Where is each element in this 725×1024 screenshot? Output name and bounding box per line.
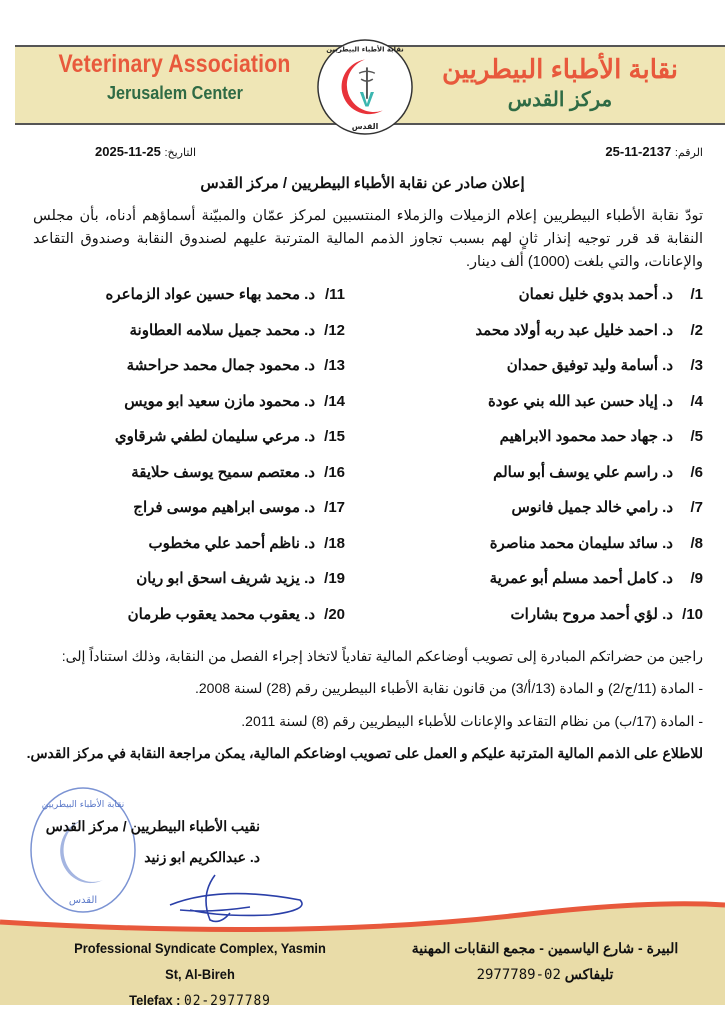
name-list-item	[45, 534, 345, 552]
name-list-item	[45, 605, 345, 623]
list-item-number: 5/	[690, 428, 703, 445]
list-item-name: د. محمود مازن سعيد ابو مويس	[124, 392, 315, 410]
footer-english	[67, 935, 334, 1014]
name-list-item	[45, 356, 345, 374]
name-list-item	[45, 498, 345, 516]
list-item-name: د. كامل أحمد مسلم أبو عمرية	[489, 570, 673, 587]
list-item-name: د. جهاد حمد محمود الابراهيم	[499, 428, 673, 445]
list-item-name: د. محمد جميل سلامه العطاونة	[129, 321, 315, 339]
list-item-number: 12/	[324, 321, 345, 339]
notice-paragraph: للاطلاع على الذمم المالية المترتبة عليكم و العمل على تصويب اوضاعكم المالية، يمكن مراجعة النقابة في مركز القدس.	[26, 745, 703, 761]
phone-ar: 02-2977789	[476, 967, 561, 983]
ref-value: 2137-11-25	[605, 144, 672, 159]
list-item-number: 16/	[324, 463, 345, 481]
list-item-name: د. مرعي سليمان لطفي شرقاوي	[114, 428, 315, 445]
name-list-item	[45, 285, 345, 303]
name-list-item	[45, 427, 345, 445]
ref-label: الرقم:	[674, 147, 703, 159]
article-1: - المادة (11/ج/2) و المادة (13/أ/3) من قانون نقابة الأطباء البيطريين رقم (28) لسنة 2008.	[195, 680, 703, 696]
list-item-name: د. يعقوب محمد يعقوب طرمان	[127, 605, 315, 623]
list-item-number: 2/	[690, 321, 703, 339]
list-item-number: 13/	[324, 357, 345, 374]
name-list-item	[45, 321, 345, 339]
logo-text-top: نقابة الأطباء البيطريين	[326, 45, 404, 54]
stamp-text-top: نقابة الأطباء البيطريين	[41, 800, 125, 810]
address-ar: البيرة - شارع الياسمين - مجمع النقابات المهنية	[411, 940, 679, 956]
signatory-name: د. عبدالكريم ابو زنيد	[144, 849, 260, 865]
list-item-number: 20/	[324, 605, 345, 623]
list-item-name: د. أسامة وليد توفيق حمدان	[506, 357, 673, 374]
list-item-number: 3/	[690, 357, 703, 374]
telefax-label-ar: تليفاكس	[564, 966, 614, 982]
name-list-item	[403, 392, 703, 410]
list-item-number: 7/	[690, 499, 703, 516]
list-item-number: 11/	[324, 286, 345, 303]
header-english	[30, 50, 320, 104]
center-name-ar: مركز القدس	[507, 89, 613, 111]
header-arabic	[410, 54, 710, 112]
logo-letter: V	[359, 86, 375, 112]
association-logo	[316, 38, 414, 136]
list-item-number: 1/	[690, 286, 703, 303]
list-item-number: 6/	[690, 463, 703, 481]
org-name-ar: نقابة الأطباء البيطريين	[441, 54, 679, 84]
name-list-item	[403, 498, 703, 516]
list-item-name: د. احمد خليل عبد ربه أولاد محمد	[475, 321, 673, 339]
address-en: Professional Syndicate Complex, Yasmin St, Al-Bireh	[74, 940, 326, 982]
name-list-item	[403, 605, 703, 623]
list-item-name: د. لؤي أحمد مروح بشارات	[510, 605, 673, 623]
list-item-number: 17/	[324, 499, 345, 516]
list-item-number: 9/	[690, 570, 703, 587]
list-item-name: د. راسم علي يوسف أبو سالم	[493, 463, 673, 481]
phone-en: 02-2977789	[184, 993, 271, 1009]
date-label: التاريخ:	[164, 147, 197, 159]
name-list-item	[403, 463, 703, 481]
date-value: 25-11-2025	[95, 144, 161, 159]
list-item-name: د. أحمد بدوي خليل نعمان	[518, 286, 673, 303]
list-item-name: د. يزيد شريف اسحق ابو ريان	[136, 570, 315, 587]
list-item-name: د. سائد سليمان محمد مناصرة	[489, 534, 673, 552]
list-item-number: 15/	[324, 428, 345, 445]
name-list-item	[45, 569, 345, 587]
list-item-number: 14/	[324, 392, 345, 410]
name-list-item	[45, 392, 345, 410]
announcement-title: إعلان صادر عن نقابة الأطباء البيطريين / مركز القدس	[200, 175, 525, 192]
list-item-name: د. محمود جمال محمد حراحشة	[126, 357, 315, 374]
name-list-item	[45, 463, 345, 481]
center-name-en: Jerusalem Center	[107, 83, 243, 103]
article-2: - المادة (17/ب) من نظام التقاعد والإعانات للأطباء البيطريين رقم (8) لسنة 2011.	[241, 713, 703, 729]
list-item-number: 8/	[690, 534, 703, 552]
list-item-name: د. رامي خالد جميل فانوس	[511, 499, 673, 516]
list-item-number: 18/	[324, 534, 345, 552]
list-item-number: 19/	[324, 570, 345, 587]
signatory-title: نقيب الأطباء البيطريين / مركز القدس	[45, 818, 260, 834]
intro-paragraph: تودّ نقابة الأطباء البيطريين إعلام الزميلات والزملاء المنتسبين لمركز عمّان والمبيّنة أسماؤهم أدناه، بأن مجلس النقابة قد قرر توجيه إنذار ثانٍ لهم بسبب تجاوز الذمم المالية المترتبة عليهم لصندوق النقابة وصندوق التقاعد والإعانات، والتي بلغت (1000) ألف دينار.	[33, 208, 703, 270]
name-list-item	[403, 534, 703, 552]
name-list-item	[403, 356, 703, 374]
document-date	[95, 144, 196, 159]
list-item-number: 4/	[690, 392, 703, 410]
reference-number	[605, 144, 703, 159]
request-paragraph: راجين من حضراتكم المبادرة إلى تصويب أوضاعكم المالية تفادياً لاتخاذ إجراء الفصل من النقابة، وذلك استناداً إلى:	[61, 648, 703, 664]
org-name-en: Veterinary Association	[58, 50, 292, 78]
telefax-label-en: Telefax :	[129, 992, 181, 1008]
name-list-item	[403, 285, 703, 303]
footer-arabic	[400, 935, 690, 988]
list-item-name: د. ناظم أحمد علي مخطوب	[148, 534, 315, 552]
name-list-item	[403, 427, 703, 445]
list-item-name: د. محمد بهاء حسين عواد الزماعره	[105, 286, 315, 303]
list-item-name: د. موسى ابراهيم موسى فراج	[133, 499, 315, 516]
logo-text-bottom: القدس	[351, 122, 379, 132]
list-item-name: د. معتصم سميح يوسف حلايقة	[131, 463, 315, 481]
stamp-text-bottom: القدس	[68, 895, 98, 906]
name-list-item	[403, 569, 703, 587]
list-item-name: د. إياد حسن عبد الله بني عودة	[487, 392, 673, 410]
name-list-item	[403, 321, 703, 339]
list-item-number: 10/	[682, 605, 703, 623]
